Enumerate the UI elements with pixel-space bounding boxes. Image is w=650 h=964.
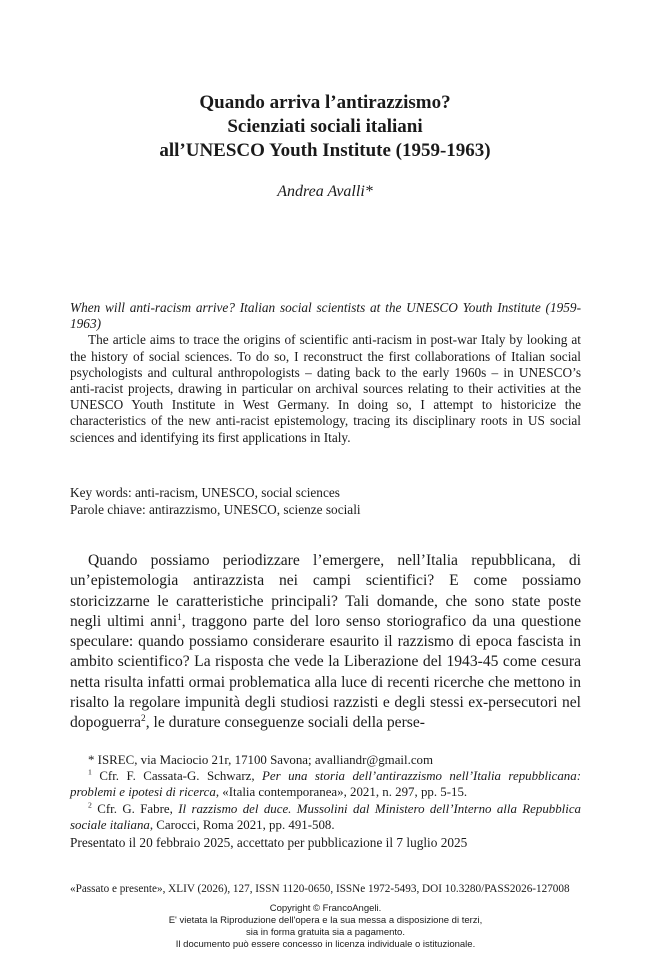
footnote-1-title: Per una storia dell’antirazzismo nell’Italia repubblicana: problemi e ipotesi di ricerca [70,769,581,800]
footnote-1-number: 1 [88,767,92,777]
body-text-part-2: , traggono parte del loro senso storiografico da una questione speculare: quando possiamo considerare esaurito il razzismo di epoca fascista in ambito scientifico? La risposta che vede la Liberazione del 1943-45 come cesura netta risulta infatti ormai problematica alla luce di recenti ricerche che mettono in risalto la regolare impunità degli studiosi razzisti e degli stessi ex-persecutori nel dopoguerra [70,612,581,732]
article-title [70,91,580,163]
footnote-2-text-a: Cfr. G. Fabre, [91,801,179,816]
abstract-english-title: When will anti-racism arrive? Italian social scientists at the UNESCO Youth Institute (1959-1963) [70,300,581,332]
abstract [70,300,581,446]
title-line-2: Scienziati sociali italiani [227,116,423,137]
body-text-part-1: Quando possiamo periodizzare l’emergere, nell’Italia repubblicana, di un’epistemologia antirazzista nei campi scientifici? E come possiamo storicizzarne le caratteristiche principali? Tali domande, che sono state poste negli ultimi anni [70,552,581,630]
footnote-1 [70,768,581,800]
abstract-text: The article aims to trace the origins of scientific anti-racism in post-war Italy by looking at the history of social sciences. To do so, I reconstruct the first collaborations of Italian social psychologists and cultural anthropologists – dating back to the early 1960s – in UNESCO’s anti-racist projects, drawing in particular on archival sources relating to their activities at the UNESCO Youth Institute in West Germany. In doing so, I attempt to historicize the characteristics of the new anti-racist epistemology, tracing its disciplinary roots in US social sciences and identifying its first applications in Italy. [70,332,581,445]
footnote-2 [70,801,581,833]
copyright-line-3: sia in forma gratuita sia a pagamento. [246,927,405,938]
footnote-affiliation: * ISREC, via Maciocio 21r, 17100 Savona; avalliandr@gmail.com [88,753,434,767]
title-line-1: Quando arriva l’antirazzismo? [199,92,451,113]
footnote-1-text-a: Cfr. F. Cassata-G. Schwarz, [91,769,263,784]
title-line-3: all’UNESCO Youth Institute (1959-1963) [159,140,491,161]
keywords-english: Key words: anti-racism, UNESCO, social sciences [70,485,340,500]
footnote-2-text-b: , Carocci, Roma 2021, pp. 491-508. [149,817,335,832]
body-text-part-3: , le durature conseguenze sociali della perse- [145,714,425,732]
copyright-line-4: Il documento può essere concesso in licenza individuale o istituzionale. [175,939,476,950]
copyright-line-2: E' vietata la Riproduzione dell'opera e la sua messa a disposizione di terzi, [168,915,483,926]
keywords [70,485,581,518]
author-name: Andrea Avalli* [277,183,373,200]
submission-dates: Presentato il 20 febbraio 2025, accettato per pubblicazione il 7 luglio 2025 [70,835,468,850]
footnote-1-text-b: , «Italia contemporanea», 2021, n. 297, pp. 5-15. [215,785,468,800]
keywords-italian: Parole chiave: antirazzismo, UNESCO, scienze sociali [70,501,361,517]
copyright-line-1: Copyright © FrancoAngeli. [269,903,382,914]
footnotes [70,752,581,833]
copyright-notice [70,903,581,951]
footnote-ref-2: 2 [141,714,146,725]
footnote-2-title: Il razzismo del duce. Mussolini dal Ministero dell’Interno alla Repubblica sociale italiana [70,801,581,832]
footnote-2-number: 2 [88,800,92,810]
footnote-ref-1: 1 [177,612,182,623]
body-paragraph [70,551,581,734]
journal-reference: «Passato e presente», XLIV (2026), 127, ISSN 1120-0650, ISSNe 1972-5493, DOI 10.3280/PASS2026-127008 [70,883,570,895]
